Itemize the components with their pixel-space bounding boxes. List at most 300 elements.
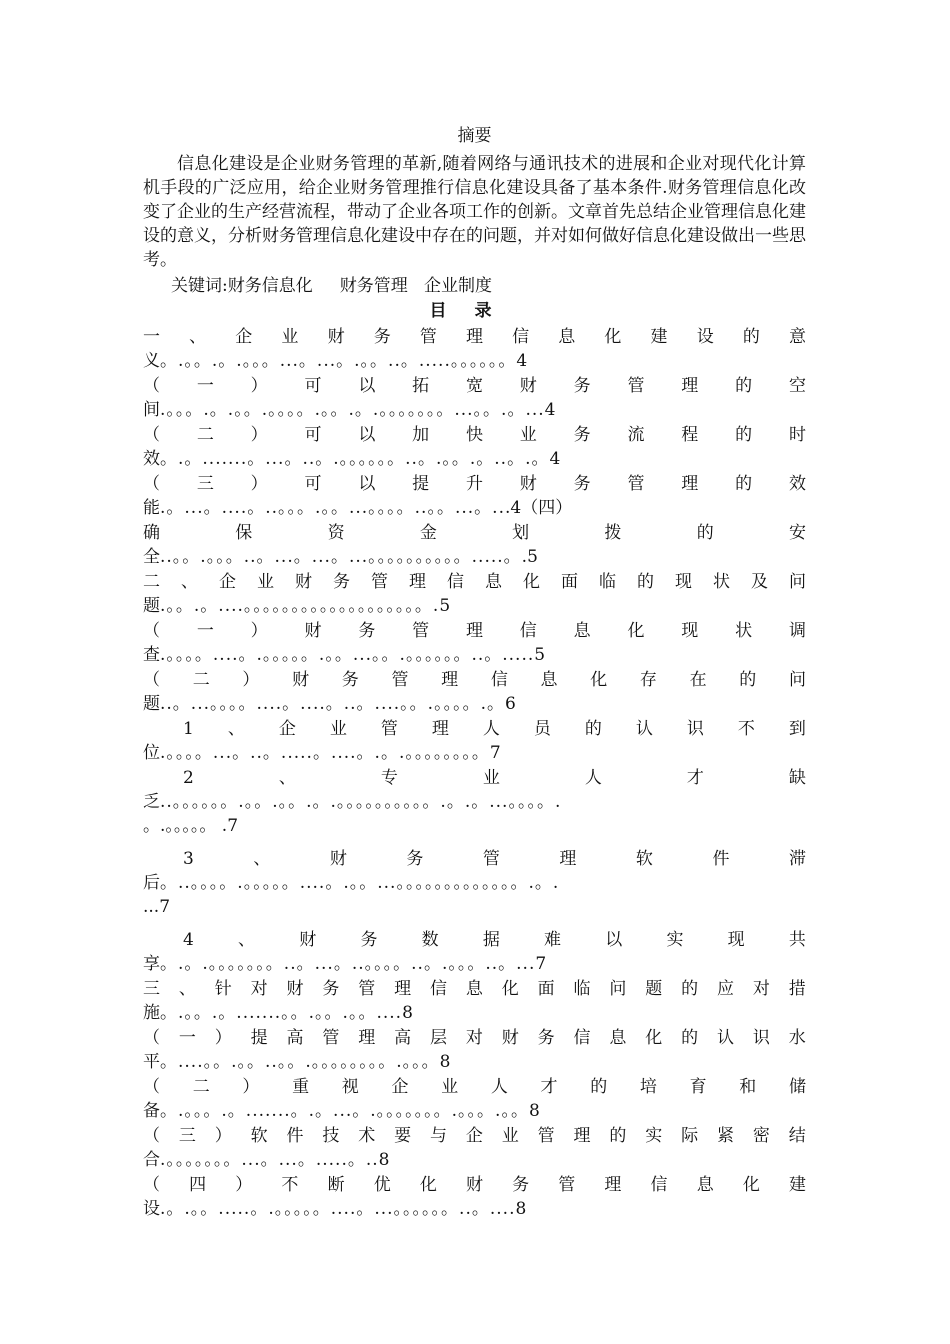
toc-heading-char: 管 xyxy=(627,474,645,494)
toc-heading-char: 培 xyxy=(639,1077,657,1097)
toc-heading-char: 识 xyxy=(686,719,704,739)
toc-heading-char: 状 xyxy=(735,621,753,641)
toc-heading-char: 密 xyxy=(752,1126,770,1146)
toc-leader-dots: .。。。。...。..。.....。....。.。.。。。。。。。。 xyxy=(160,743,490,763)
toc-heading-char: ） xyxy=(214,1028,232,1048)
toc-heading-char: 提 xyxy=(412,474,430,494)
toc-heading-char: 员 xyxy=(533,719,551,739)
toc-page-number: .4（四） xyxy=(504,498,573,518)
toc-heading-char: 金 xyxy=(419,523,437,543)
toc-heading-char: 紧 xyxy=(717,1126,734,1146)
toc-heading-char: 务 xyxy=(537,1028,555,1048)
toc-heading-char: 务 xyxy=(573,425,591,445)
toc-entry[interactable] xyxy=(143,765,806,846)
toc-heading-char: 流 xyxy=(627,425,645,445)
toc-heading-char: 息 xyxy=(465,979,483,999)
toc-heading-char: 人 xyxy=(482,719,500,739)
toc-heading-char: 的 xyxy=(735,425,753,445)
toc-heading-char: 软 xyxy=(635,849,653,869)
toc-entry[interactable] xyxy=(143,1025,806,1074)
toc-entry-leader xyxy=(143,692,806,716)
toc-heading-char: 现 xyxy=(727,930,745,950)
toc-heading-char: ） xyxy=(250,621,268,641)
toc-heading-char: 二 xyxy=(192,1077,210,1097)
toc-heading-char: 应 xyxy=(717,979,734,999)
toc-heading-char: 以 xyxy=(358,474,376,494)
toc-heading-char: 理 xyxy=(559,849,577,869)
toc-page-number: .5 xyxy=(521,547,538,567)
toc-entry-heading xyxy=(143,1172,806,1197)
toc-heading-char: 的 xyxy=(739,670,757,690)
toc-heading-char: 问 xyxy=(609,979,627,999)
toc-heading-char: 现 xyxy=(681,621,699,641)
toc-heading-char: 业 xyxy=(441,1077,459,1097)
toc-heading-char: 理 xyxy=(465,327,483,347)
toc-heading-char: ） xyxy=(214,1126,232,1146)
toc-heading-char: 意 xyxy=(788,327,806,347)
toc-heading-char: 1 xyxy=(183,719,194,739)
toc-entry[interactable] xyxy=(143,618,806,667)
toc-heading-char: 企 xyxy=(219,572,236,592)
toc-heading-char: 问 xyxy=(789,572,806,592)
toc-entry[interactable] xyxy=(143,1123,806,1172)
toc-page-number: 5 xyxy=(534,645,546,665)
toc-entry[interactable] xyxy=(143,569,806,618)
toc-heading-tail: 备 xyxy=(143,1101,160,1121)
toc-heading-char: 要 xyxy=(394,1126,412,1146)
toc-heading-char: 人 xyxy=(490,1077,508,1097)
toc-leader-dots: .。...。....。..。。。.。。...。。。。..。。...。.. xyxy=(160,498,505,518)
toc-heading-char: 在 xyxy=(689,670,707,690)
toc-heading-char: 技 xyxy=(322,1126,340,1146)
toc-heading-char: 、 xyxy=(253,849,271,869)
toc-heading-char: 提 xyxy=(250,1028,268,1048)
toc-entry[interactable] xyxy=(143,324,806,373)
toc-heading-char: 才 xyxy=(540,1077,558,1097)
toc-page-number: 8 xyxy=(402,1003,413,1023)
toc-heading-tail: 间 xyxy=(143,400,160,420)
toc-heading-char: 财 xyxy=(295,572,312,592)
toc-entry-heading xyxy=(143,324,806,349)
toc-heading-char: 息 xyxy=(573,621,591,641)
toc-heading-tail: 乏 xyxy=(143,792,160,812)
toc-entry-heading xyxy=(143,618,806,643)
toc-heading-char: 面 xyxy=(561,572,578,592)
toc-heading-char: 建 xyxy=(650,327,668,347)
toc-heading-char: （ xyxy=(143,425,160,445)
toc-heading-char: 企 xyxy=(465,1126,483,1146)
table-of-contents xyxy=(143,324,806,1221)
toc-entry-leader xyxy=(143,643,806,667)
toc-entry[interactable] xyxy=(143,927,806,976)
toc-heading-char: 理 xyxy=(681,376,699,396)
toc-entry-heading xyxy=(143,471,806,496)
toc-leader-dots: .。。.。....。。。。。。。。。。。。。。。。。。。. xyxy=(160,596,440,616)
toc-entry[interactable] xyxy=(143,976,806,1025)
toc-entry-leader xyxy=(143,952,806,976)
toc-heading-char: 务 xyxy=(512,1175,530,1195)
toc-page-number: 7 xyxy=(489,743,501,763)
toc-heading-tail: 题 xyxy=(143,596,160,616)
toc-heading-char: 管 xyxy=(558,1175,576,1195)
toc-heading-char: 业 xyxy=(281,327,299,347)
toc-heading-char: 务 xyxy=(333,572,350,592)
toc-leader-dots: .。。。。。。。...。...。.....。.. xyxy=(160,1150,379,1170)
toc-entry-leader xyxy=(143,1148,806,1172)
toc-heading-char: 理 xyxy=(465,621,483,641)
toc-heading-char: 和 xyxy=(739,1077,757,1097)
toc-heading-char: （ xyxy=(143,1077,160,1097)
toc-heading-char: （ xyxy=(143,376,160,396)
toc-heading-char: 企 xyxy=(391,1077,409,1097)
toc-heading-tail: 施 xyxy=(143,1003,160,1023)
toc-entry-leader xyxy=(143,447,806,471)
toc-heading-char: 到 xyxy=(788,719,806,739)
toc-heading-char: 程 xyxy=(681,425,699,445)
toc-entry-leader xyxy=(143,871,806,895)
toc-leader-dots: 。.。。.。.......。。.。。.。。.... xyxy=(160,1003,403,1023)
toc-heading-char: 划 xyxy=(512,523,530,543)
toc-heading-char: 的 xyxy=(742,327,760,347)
toc-heading-char: 理 xyxy=(431,719,449,739)
toc-entry[interactable] xyxy=(143,520,806,569)
toc-leader-continuation: ...7 xyxy=(143,897,171,917)
toc-heading-char: 与 xyxy=(430,1126,447,1146)
toc-leader-dots: .。.。。.....。.。。。。。....。...。。。。。。..。.... xyxy=(160,1199,516,1219)
toc-heading-char: 储 xyxy=(788,1077,806,1097)
toc-page-number: 4 xyxy=(549,449,561,469)
toc-heading-char: 快 xyxy=(465,425,483,445)
toc-heading-tail: 设 xyxy=(143,1199,160,1219)
toc-heading-char: 实 xyxy=(666,930,684,950)
toc-heading-char: 管 xyxy=(391,670,409,690)
toc-leader-dots: .。。。。....。.。。。。。.。。...。。.。。。。。。..。..... xyxy=(160,645,535,665)
toc-heading-tail: 位 xyxy=(143,743,160,763)
toc-page-number: 7 xyxy=(535,954,547,974)
toc-heading-char: 业 xyxy=(482,768,500,788)
toc-heading-char: 理 xyxy=(409,572,426,592)
toc-leader-dots: 。.。.......。...。..。.。。。。。。..。.。。.。..。.。 xyxy=(160,449,550,469)
toc-heading-char: 务 xyxy=(573,474,591,494)
toc-heading-char: 的 xyxy=(735,376,753,396)
toc-leader-dots: ..。。.。。。..。...。...。...。。。。。。。。。。.....。 xyxy=(160,547,522,567)
toc-heading-char: 一 xyxy=(196,376,214,396)
keywords-line: 关键词:财务信息化 财务管理 企业制度 xyxy=(171,276,492,296)
toc-heading-char: 务 xyxy=(360,930,378,950)
toc-heading-char: 的 xyxy=(735,474,753,494)
toc-heading-char: 宽 xyxy=(465,376,483,396)
toc-entry-leader xyxy=(143,1001,806,1025)
toc-heading-char: 管 xyxy=(380,719,398,739)
toc-heading-char: 不 xyxy=(737,719,755,739)
toc-heading-char: 识 xyxy=(752,1028,770,1048)
toc-entry-leader xyxy=(143,1099,806,1123)
toc-heading-char: 空 xyxy=(788,376,806,396)
toc-heading-char: 息 xyxy=(609,1028,627,1048)
toc-heading-char: 理 xyxy=(394,979,412,999)
toc-heading-char: ） xyxy=(242,670,260,690)
toc-leader-dots: .。。。.。.。。.。。。。.。。.。.。。。。。。。...。。.。... xyxy=(160,400,545,420)
toc-leader-dots: 。....。。.。。..。。.。。。。。。。。.。。。 xyxy=(160,1052,440,1072)
toc-heading-char: 层 xyxy=(430,1028,447,1048)
toc-heading-char: （ xyxy=(143,1028,160,1048)
toc-heading-char: ） xyxy=(250,474,268,494)
toc-heading-char: 滞 xyxy=(788,849,806,869)
toc-heading-char: 管 xyxy=(627,376,645,396)
toc-page-number: 8 xyxy=(515,1199,527,1219)
toc-leader-dots: ..。。。。。。.。。.。。.。.。。。。。。。。。。.。.。...。。。。. xyxy=(160,792,562,812)
toc-entry-heading xyxy=(143,1025,806,1050)
toc-heading-char: 业 xyxy=(257,572,274,592)
toc-heading-char: 加 xyxy=(412,425,430,445)
toc-heading-char: 管 xyxy=(358,979,376,999)
toc-entry-leader xyxy=(143,1050,806,1074)
toc-entry-leader xyxy=(143,545,806,569)
toc-heading-char: 不 xyxy=(281,1175,299,1195)
toc-heading-char: 高 xyxy=(394,1028,412,1048)
toc-heading-char: 财 xyxy=(465,1175,483,1195)
toc-heading-char: 信 xyxy=(430,979,447,999)
toc-heading-tail: 后 xyxy=(143,873,160,893)
toc-heading-char: 重 xyxy=(292,1077,310,1097)
toc-heading-char: 高 xyxy=(286,1028,304,1048)
toc-heading-tail: 查 xyxy=(143,645,160,665)
toc-heading-char: 信 xyxy=(447,572,464,592)
toc-page-number: 8 xyxy=(378,1150,390,1170)
toc-heading-char: 认 xyxy=(717,1028,734,1048)
toc-heading-char: 措 xyxy=(788,979,806,999)
toc-entry-heading xyxy=(143,422,806,447)
toc-heading-char: 管 xyxy=(482,849,500,869)
toc-page-number: 4 xyxy=(544,400,556,420)
toc-heading-char: 、 xyxy=(278,768,296,788)
toc-heading-char: 息 xyxy=(485,572,502,592)
toc-heading-char: 及 xyxy=(751,572,768,592)
toc-entry-heading xyxy=(143,976,806,1001)
toc-heading-char: 二 xyxy=(196,425,214,445)
toc-heading-char: 件 xyxy=(712,849,730,869)
toc-heading-char: 财 xyxy=(327,327,345,347)
toc-heading-char: 理 xyxy=(573,1126,591,1146)
toc-heading-char: 安 xyxy=(788,523,806,543)
toc-heading-char: 优 xyxy=(373,1175,391,1195)
toc-heading-char: 对 xyxy=(752,979,770,999)
toc-page-number: 8 xyxy=(439,1052,451,1072)
toc-heading-char: 务 xyxy=(341,670,359,690)
toc-heading-char: 三 xyxy=(196,474,214,494)
toc-entry-leader xyxy=(143,594,806,618)
toc-heading-char: （ xyxy=(143,1126,160,1146)
toc-leader-dots: 。.。。.。.。。。...。...。.。。..。.....。。。。。。 xyxy=(160,351,517,371)
toc-entry[interactable] xyxy=(143,667,806,716)
toc-heading-tail: 能 xyxy=(143,498,160,518)
toc-heading-char: ） xyxy=(242,1077,260,1097)
toc-heading-char: 共 xyxy=(788,930,806,950)
toc-heading-char: 化 xyxy=(645,1028,663,1048)
toc-entry-leader xyxy=(143,496,806,520)
toc-heading-char: 才 xyxy=(686,768,704,788)
toc-entry-leader xyxy=(143,349,806,373)
toc-heading-char: 软 xyxy=(250,1126,268,1146)
toc-heading-char: 信 xyxy=(512,327,530,347)
toc-entry-heading xyxy=(143,765,806,790)
toc-heading-char: 对 xyxy=(465,1028,483,1048)
toc-heading-char: 、 xyxy=(178,979,196,999)
toc-heading-char: 水 xyxy=(788,1028,806,1048)
toc-heading-char: 资 xyxy=(327,523,345,543)
toc-heading-char: 化 xyxy=(590,670,608,690)
toc-heading-char: 财 xyxy=(304,621,322,641)
toc-entry[interactable] xyxy=(143,1172,806,1221)
toc-heading-char: 设 xyxy=(696,327,714,347)
toc-heading-char: 信 xyxy=(490,670,508,690)
toc-entry[interactable] xyxy=(143,471,806,520)
toc-entry[interactable] xyxy=(143,716,806,765)
toc-heading-tail: 平 xyxy=(143,1052,160,1072)
toc-entry-heading xyxy=(143,373,806,398)
toc-heading-char: 信 xyxy=(573,1028,591,1048)
toc-leader-dots: 。.。.。。。。。。。..。...。..。。。。..。.。。。..。... xyxy=(160,954,536,974)
toc-heading-char: 管 xyxy=(537,1126,555,1146)
toc-heading-char: 化 xyxy=(627,621,645,641)
toc-heading-char: 、 xyxy=(238,930,256,950)
toc-heading-char: 信 xyxy=(650,1175,668,1195)
toc-heading-char: 人 xyxy=(584,768,602,788)
toc-heading-char: 效 xyxy=(788,474,806,494)
toc-heading-char: 临 xyxy=(599,572,616,592)
toc-heading-char: 务 xyxy=(406,849,424,869)
toc-heading-char: 的 xyxy=(590,1077,608,1097)
toc-heading-char: ） xyxy=(250,376,268,396)
toc-heading-char: （ xyxy=(143,621,160,641)
toc-heading-char: 存 xyxy=(639,670,657,690)
toc-page-number: 8 xyxy=(528,1101,540,1121)
toc-entry-leader xyxy=(143,1197,806,1221)
toc-heading-char: 保 xyxy=(235,523,253,543)
toc-heading-char: 化 xyxy=(523,572,540,592)
toc-heading-char: 结 xyxy=(788,1126,806,1146)
toc-heading-char: 的 xyxy=(584,719,602,739)
toc-heading-char: （ xyxy=(143,1175,160,1195)
toc-heading-char: 2 xyxy=(183,768,194,788)
toc-entry-leader xyxy=(143,741,806,765)
toc-heading-char: 信 xyxy=(519,621,537,641)
toc-heading-char: 可 xyxy=(304,474,322,494)
toc-page-number: 5 xyxy=(439,596,451,616)
toc-entry[interactable] xyxy=(143,846,806,927)
toc-heading-tail: 题 xyxy=(143,694,160,714)
toc-heading-char: 息 xyxy=(696,1175,714,1195)
toc-entry-leader xyxy=(143,790,806,814)
toc-heading-char: 育 xyxy=(689,1077,707,1097)
toc-heading-char: 面 xyxy=(537,979,555,999)
toc-entry-heading xyxy=(143,1074,806,1099)
toc-heading-tail: 义 xyxy=(143,351,160,371)
toc-heading-char: 际 xyxy=(681,1126,699,1146)
document-page xyxy=(143,122,806,1221)
toc-heading-char: 缺 xyxy=(788,768,806,788)
toc-heading-char: 拨 xyxy=(604,523,622,543)
toc-entry[interactable] xyxy=(143,373,806,422)
toc-heading-char: 一 xyxy=(196,621,214,641)
toc-entry-heading xyxy=(143,716,806,741)
toc-heading-char: 业 xyxy=(519,425,537,445)
toc-heading-char: 息 xyxy=(540,670,558,690)
toc-heading-char: 财 xyxy=(501,1028,519,1048)
toc-entry-heading xyxy=(143,667,806,692)
toc-heading-char: 以 xyxy=(605,930,623,950)
toc-heading-char: ） xyxy=(250,425,268,445)
toc-heading-char: 的 xyxy=(637,572,654,592)
toc-heading-char: 管 xyxy=(419,327,437,347)
toc-entry-heading xyxy=(143,927,806,952)
toc-heading-tail: 全 xyxy=(143,547,160,567)
toc-heading-tail: 合 xyxy=(143,1150,160,1170)
toc-heading-char: 的 xyxy=(681,1028,699,1048)
toc-entry[interactable] xyxy=(143,422,806,471)
toc-heading-char: 四 xyxy=(189,1175,207,1195)
toc-entry-heading xyxy=(143,520,806,545)
toc-heading-char: 的 xyxy=(696,523,714,543)
toc-heading-char: 财 xyxy=(329,849,347,869)
toc-heading-char: （ xyxy=(143,474,160,494)
toc-heading-char: 务 xyxy=(373,327,391,347)
toc-heading-char: 理 xyxy=(441,670,459,690)
toc-entry[interactable] xyxy=(143,1074,806,1123)
toc-heading-char: 拓 xyxy=(412,376,430,396)
abstract-body: 信息化建设是企业财务管理的革新,随着网络与通讯技术的进展和企业对现代化计算机手段的广泛应用，给企业财务管理推行信息化建设具备了基本条件.财务管理信息化改变了企业的生产经营流程，带动了企业各项工作的创新。文章首先总结企业管理信息化建设的意义，分析财务管理信息化建设中存在的问题，并对如何做好信息化建设做出一些思考。 xyxy=(143,154,806,270)
toc-heading-char: 财 xyxy=(519,376,537,396)
toc-heading-char: 、 xyxy=(189,327,207,347)
toc-heading-char: 可 xyxy=(304,425,322,445)
toc-heading-char: 可 xyxy=(304,376,322,396)
toc-heading-char: 调 xyxy=(788,621,806,641)
toc-heading-char: 、 xyxy=(227,719,245,739)
toc-heading-char: 务 xyxy=(358,621,376,641)
toc-heading-char: 息 xyxy=(558,327,576,347)
toc-heading-char: 二 xyxy=(192,670,210,690)
toc-heading-char: 4 xyxy=(183,930,194,950)
toc-heading-char: 管 xyxy=(371,572,388,592)
toc-heading-char: ） xyxy=(235,1175,253,1195)
toc-entry-heading xyxy=(143,1123,806,1148)
toc-heading-char: 实 xyxy=(645,1126,663,1146)
toc-heading-tail: 享 xyxy=(143,954,160,974)
toc-heading-char: 专 xyxy=(380,768,398,788)
toc-heading-char: 针 xyxy=(214,979,232,999)
toc-heading-char: 三 xyxy=(143,979,160,999)
toc-page-number: 6 xyxy=(504,694,516,714)
toc-heading-char: 以 xyxy=(358,425,376,445)
toc-heading-char: 化 xyxy=(501,979,519,999)
toc-leader-dots: 。..。。。。.。。。。。....。.。。...。。。。。。。。。。。。。.。. xyxy=(160,873,560,893)
toc-title: 目录 xyxy=(429,301,520,321)
toc-heading-char: 对 xyxy=(250,979,268,999)
toc-heading-char: 管 xyxy=(322,1028,340,1048)
toc-heading-char: 理 xyxy=(358,1028,376,1048)
toc-heading-char: 一 xyxy=(143,327,160,347)
toc-entry-heading xyxy=(143,569,806,594)
toc-heading-char: 业 xyxy=(329,719,347,739)
toc-heading-char: 财 xyxy=(292,670,310,690)
toc-heading-char: 企 xyxy=(235,327,253,347)
toc-heading-char: 术 xyxy=(358,1126,376,1146)
toc-heading-char: 务 xyxy=(573,376,591,396)
toc-leader-continuation: 。.。。。。。 .7 xyxy=(143,816,239,836)
toc-heading-char: 化 xyxy=(419,1175,437,1195)
toc-heading-char: 、 xyxy=(181,572,198,592)
toc-heading-char: 据 xyxy=(482,930,500,950)
